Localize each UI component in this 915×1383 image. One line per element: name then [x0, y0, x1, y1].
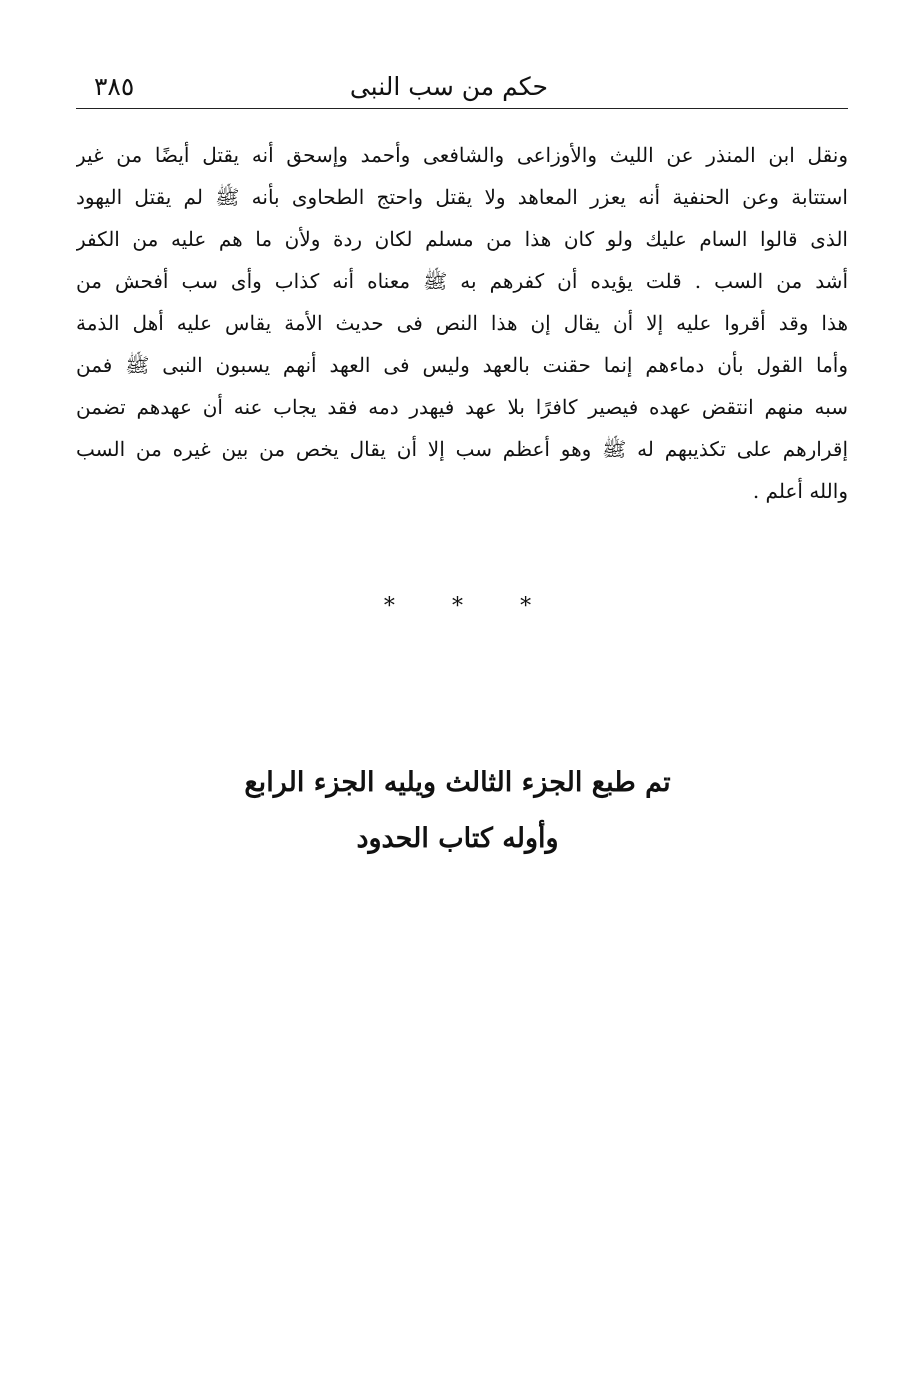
- asterisk-ornament: *: [520, 594, 532, 619]
- text-line: إقرارهم على تكذيبهم له ﷺ وهو أعظم سب إلا أن يقال يخص من بين غيره من السب: [76, 437, 848, 461]
- page-header: [76, 68, 848, 109]
- asterisk-ornament: *: [383, 594, 395, 619]
- running-title: حكم من سب النبى: [349, 72, 548, 101]
- text-line: استتابة وعن الحنفية أنه يعزر المعاهد ولا يقتل واحتج الطحاوى بأنه ﷺ لم يقتل اليهود: [76, 185, 848, 209]
- text-line: الذى قالوا السام عليك ولو كان هذا من مسلم لكان ردة ولأن ما هم عليه من الكفر: [76, 227, 848, 251]
- colophon-line-2: وأوله كتاب الحدود: [356, 823, 559, 854]
- page-number: ٣٨٥: [94, 72, 135, 101]
- text-line: ونقل ابن المنذر عن الليث والأوزاعى والشافعى وأحمد وإسحق أنه يقتل أيضًا من غير: [76, 143, 848, 167]
- colophon: [0, 755, 915, 867]
- text-line: أشد من السب . قلت يؤيده أن كفرهم به ﷺ معناه أنه كذاب وأى سب أفحش من: [76, 269, 848, 293]
- asterisk-ornament: *: [452, 594, 463, 619]
- text-line: هذا وقد أقروا عليه إلا أن يقال إن هذا النص فى حديث الأمة يقاس عليه أهل الذمة: [76, 311, 848, 335]
- colophon-line-1: تم طبع الجزء الثالث ويليه الجزء الرابع: [244, 767, 671, 798]
- text-line: سبه منهم انتقض عهده فيصير كافرًا بلا عهد فيهدر دمه فقد يجاب عنه أن عهدهم تضمن: [76, 395, 848, 419]
- text-line: وأما القول بأن دماءهم إنما حقنت بالعهد وليس فى العهد أنهم يسبون النبى ﷺ فمن: [76, 353, 848, 377]
- section-separator: [0, 592, 915, 622]
- text-line-final: والله أعلم .: [752, 479, 848, 503]
- body-text: [76, 134, 848, 512]
